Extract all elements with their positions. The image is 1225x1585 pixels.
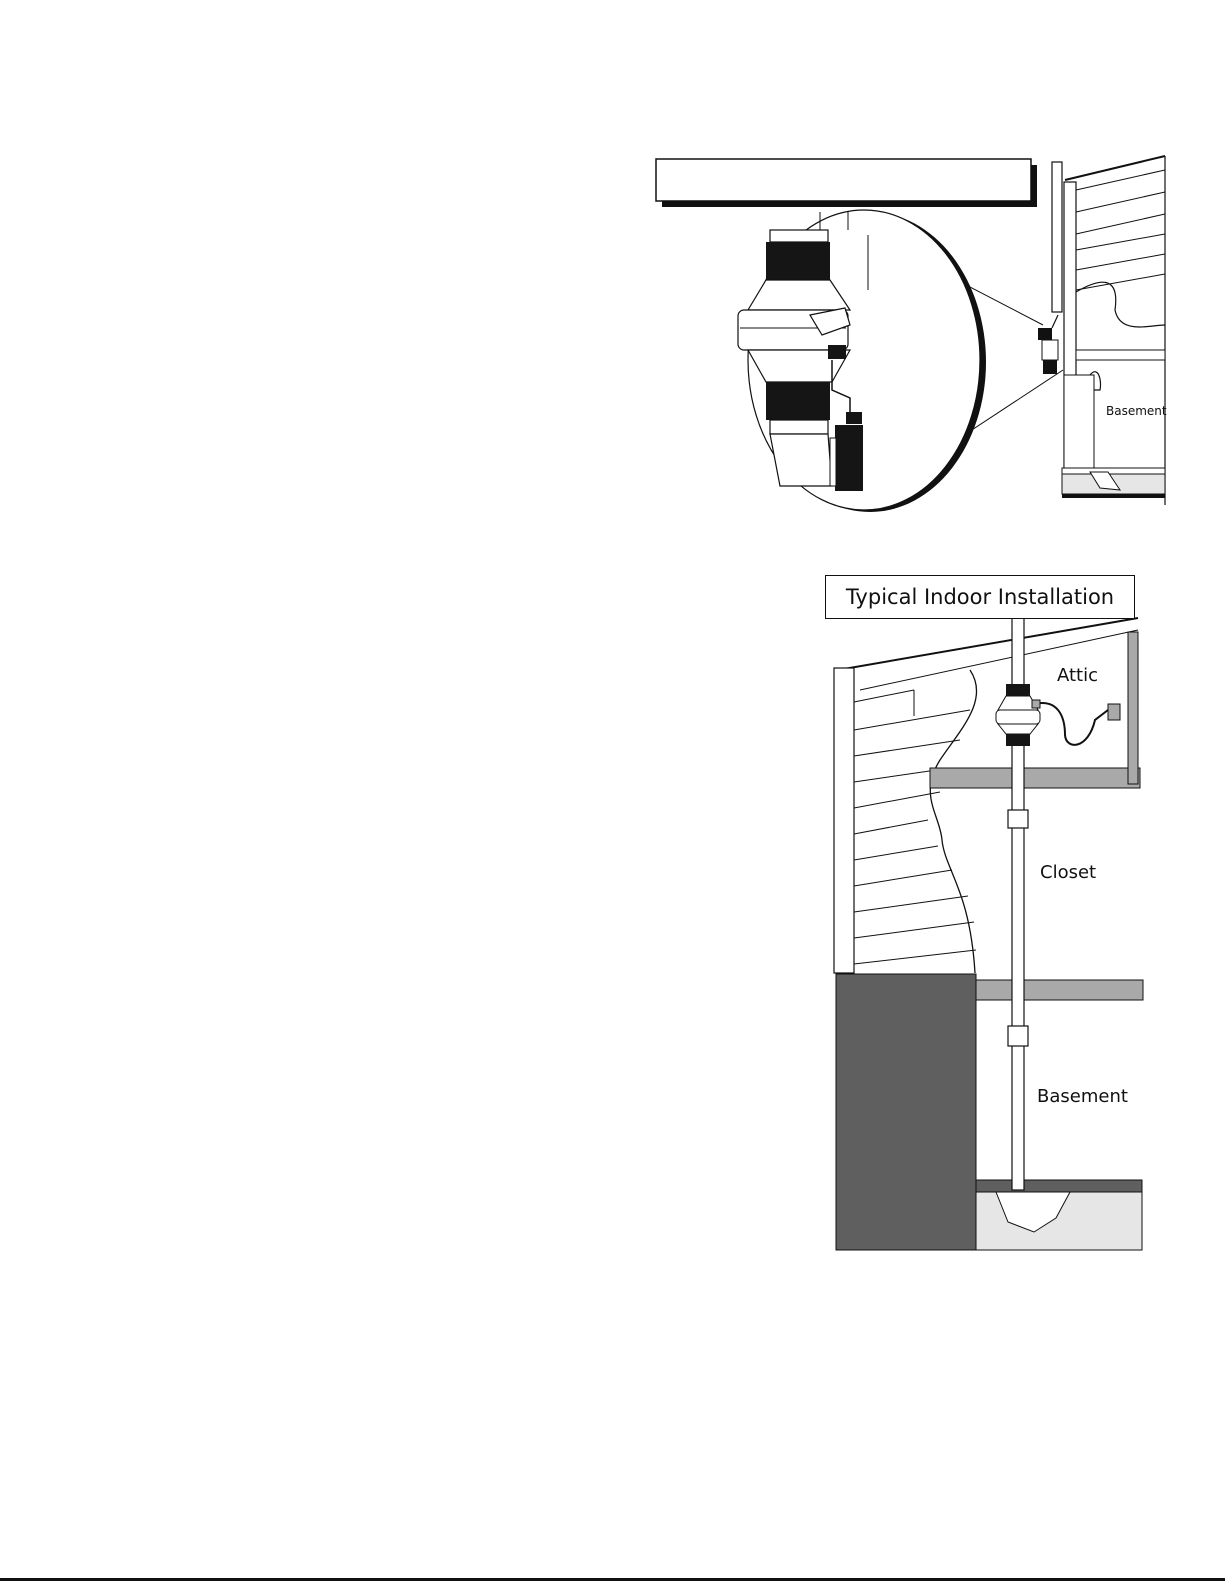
pipe-coupler-closet <box>1008 810 1028 828</box>
power-cord <box>1034 703 1108 745</box>
indoor-installation-title: Typical Indoor Installation <box>845 585 1115 609</box>
closet-label: Closet <box>1040 862 1097 883</box>
radon-fan <box>996 684 1040 746</box>
indoor-installation-diagram <box>820 570 1155 1260</box>
basement-label: Basement <box>1037 1086 1128 1107</box>
exterior-installation-diagram <box>650 150 1180 520</box>
pipe-coupler-basement <box>1008 1026 1028 1046</box>
main-floor <box>975 980 1143 1000</box>
foundation-wall <box>836 974 976 1250</box>
fan-junction <box>1032 700 1040 708</box>
label-box <box>656 159 1031 201</box>
house-section <box>1038 156 1165 505</box>
basement-slab <box>976 1180 1142 1192</box>
siding <box>854 690 976 964</box>
exterior-wall <box>834 668 854 973</box>
basement-label-small: Basement <box>1106 404 1167 418</box>
attic-label: Attic <box>1057 665 1099 686</box>
attic-floor <box>930 768 1140 788</box>
electrical-outlet <box>1108 704 1120 720</box>
page-bottom-rule <box>0 1578 1225 1581</box>
attic-right-wall <box>1128 632 1138 784</box>
indoor-installation-title-box <box>825 575 1135 619</box>
